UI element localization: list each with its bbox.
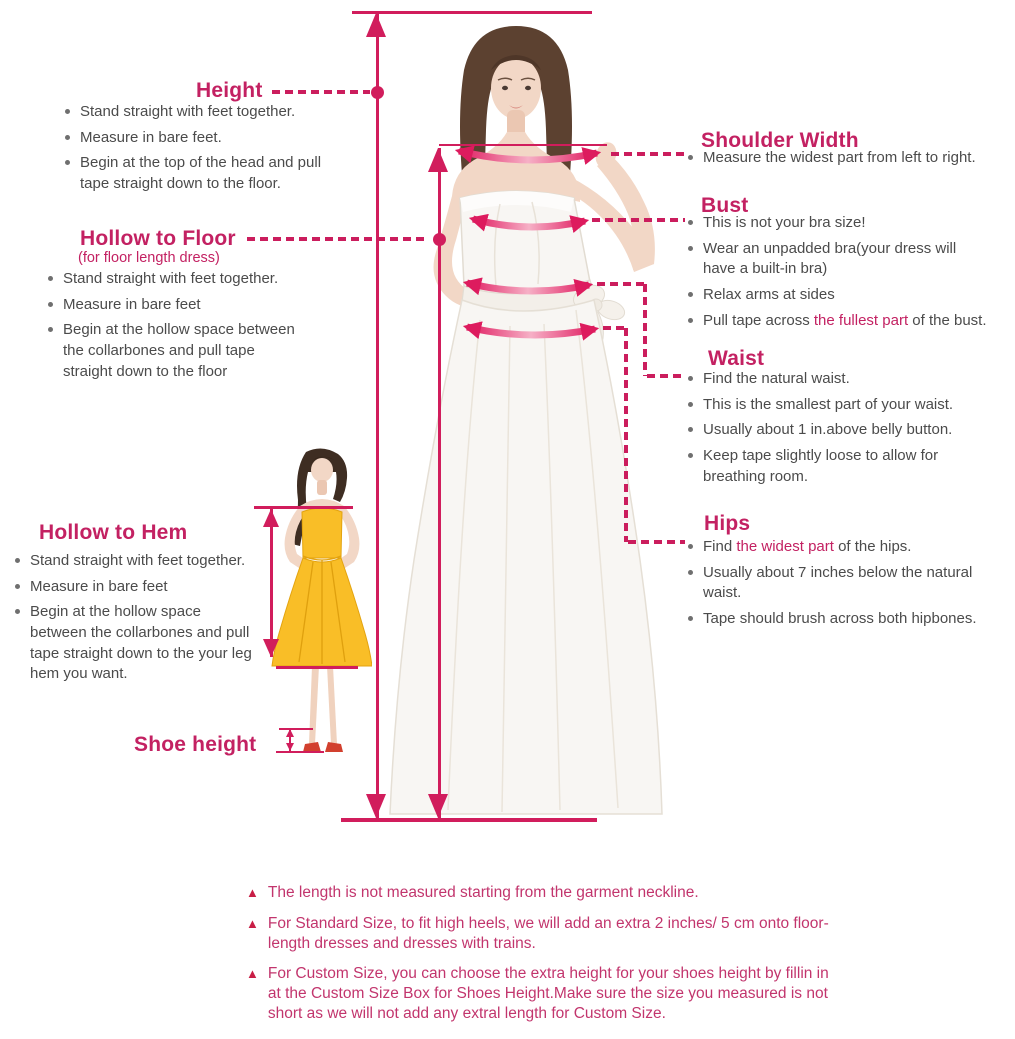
hollow-to-floor-leader-dash (247, 237, 429, 241)
hollow-to-hem-measure-line (270, 509, 273, 657)
bust-leader-dash (592, 218, 685, 222)
waist-leader-dash-1 (597, 282, 647, 286)
height-leader-dash (272, 90, 370, 94)
footnotes (246, 883, 838, 1035)
shoulder-width-title: Shoulder Width (701, 129, 859, 152)
bullet-highlight: the widest part (736, 538, 834, 555)
hem-bottom-arrow (263, 639, 279, 657)
list-item: Usually about 1 in.above belly button. (686, 420, 996, 441)
list-item: This is not your bra size! (686, 213, 1015, 234)
hips-arrow (467, 327, 595, 335)
height-top-reference-line (352, 11, 592, 14)
list-item: Usually about 7 inches below the natural waist. (686, 563, 1011, 604)
waist-instructions (686, 369, 996, 492)
height-top-arrow (366, 13, 386, 37)
hollow-to-floor-bottom-arrow (428, 794, 448, 818)
height-title: Height (196, 79, 263, 102)
warning-triangle-icon: ▲ (246, 916, 259, 932)
bullet-text: of the hips. (833, 538, 912, 555)
hollow-to-floor-leader-dot (433, 233, 446, 246)
list-item: Stand straight with feet together. (63, 102, 331, 123)
bullet-text: Find (703, 538, 737, 555)
height-instructions (63, 102, 331, 200)
list-item: Begin at the top of the head and pull tape straight down to the floor. (63, 153, 331, 194)
shoulder-leader-dash (611, 152, 685, 156)
hips-leader-dash-2 (628, 540, 685, 544)
bust-instructions (686, 213, 1015, 336)
warning-triangle-icon: ▲ (246, 966, 259, 982)
waist-title: Waist (708, 347, 765, 370)
height-leader-dot (371, 86, 384, 99)
list-item: Tape should brush across both hipbones. (686, 609, 1011, 630)
list-item: Begin at the hollow space between the collarbones and pull tape straight down to the floor (46, 320, 300, 382)
hollow-to-floor-instructions (46, 269, 300, 387)
shoe-bottom-line (276, 751, 324, 753)
hips-title: Hips (704, 512, 751, 535)
bullet-highlight: the fullest part (813, 311, 909, 329)
bullet-text: of the bust. (908, 311, 987, 329)
list-item: Stand straight with feet together. (46, 269, 300, 290)
footnote-text: For Custom Size, you can choose the extra height for your shoes height by fillin in at the Custom Size Box for Shoes Height.Make sure the size you measured is not short as we will not add any extral length for Custom Size. (267, 965, 829, 1022)
height-bottom-arrow (366, 794, 386, 818)
shoulder-width-arrow (459, 151, 597, 160)
list-item: This is the smallest part of your waist. (686, 395, 996, 416)
shoe-height-title: Shoe height (134, 733, 257, 756)
footnote (246, 883, 838, 903)
floor-reference-line (341, 818, 597, 822)
hollow-to-hem-title: Hollow to Hem (39, 521, 188, 544)
list-item (686, 311, 1015, 332)
height-measure-line (376, 13, 379, 819)
footnote-text: For Standard Size, to fit high heels, we will add an extra 2 inches/ 5 cm onto floor-length dresses and dresses with trains. (267, 915, 829, 952)
hollow-to-floor-title: Hollow to Floor (80, 227, 236, 250)
list-item: Find the natural waist. (686, 369, 996, 390)
shoe-top-arrow (286, 729, 294, 737)
list-item: Wear an unpadded bra(your dress will have a built-in bra) (686, 239, 975, 280)
list-item: Measure in bare feet. (63, 128, 331, 149)
shoulder-width-instructions (686, 148, 1014, 174)
warning-triangle-icon: ▲ (246, 885, 259, 900)
list-item: Measure in bare feet (13, 577, 253, 598)
list-item: Begin at the hollow space between the collarbones and pull tape straight down to the your leg hem you want. (13, 602, 253, 685)
list-item: Relax arms at sides (686, 285, 1015, 306)
list-item: Measure the widest part from left to right. (686, 148, 1014, 169)
hips-instructions (686, 537, 1011, 635)
shoe-top-line (279, 728, 313, 730)
bust-arrow (473, 219, 585, 227)
list-item: Keep tape slightly loose to allow for breathing room. (686, 446, 996, 487)
waist-leader-dash-2 (647, 374, 685, 378)
list-item (686, 537, 1011, 558)
hollow-to-hem-instructions (13, 551, 253, 690)
waist-leader-dash-vertical (643, 284, 647, 376)
list-item: Stand straight with feet together. (13, 551, 253, 572)
bullet-text: Pull tape across (703, 311, 814, 329)
list-item: Measure in bare feet (46, 295, 300, 316)
hollow-to-floor-subtitle: (for floor length dress) (78, 250, 220, 266)
hem-top-arrow (263, 509, 279, 527)
waist-arrow (467, 283, 589, 291)
shoe-bottom-arrow (286, 743, 294, 751)
footnote-text: The length is not measured starting from the garment neckline. (267, 884, 699, 901)
bust-title: Bust (701, 194, 749, 217)
girth-measure-arrows (440, 135, 620, 345)
hips-leader-dash-vertical (624, 328, 628, 542)
footnote (246, 964, 838, 1023)
footnote (246, 914, 838, 953)
hem-bottom-reference-line (276, 666, 358, 669)
